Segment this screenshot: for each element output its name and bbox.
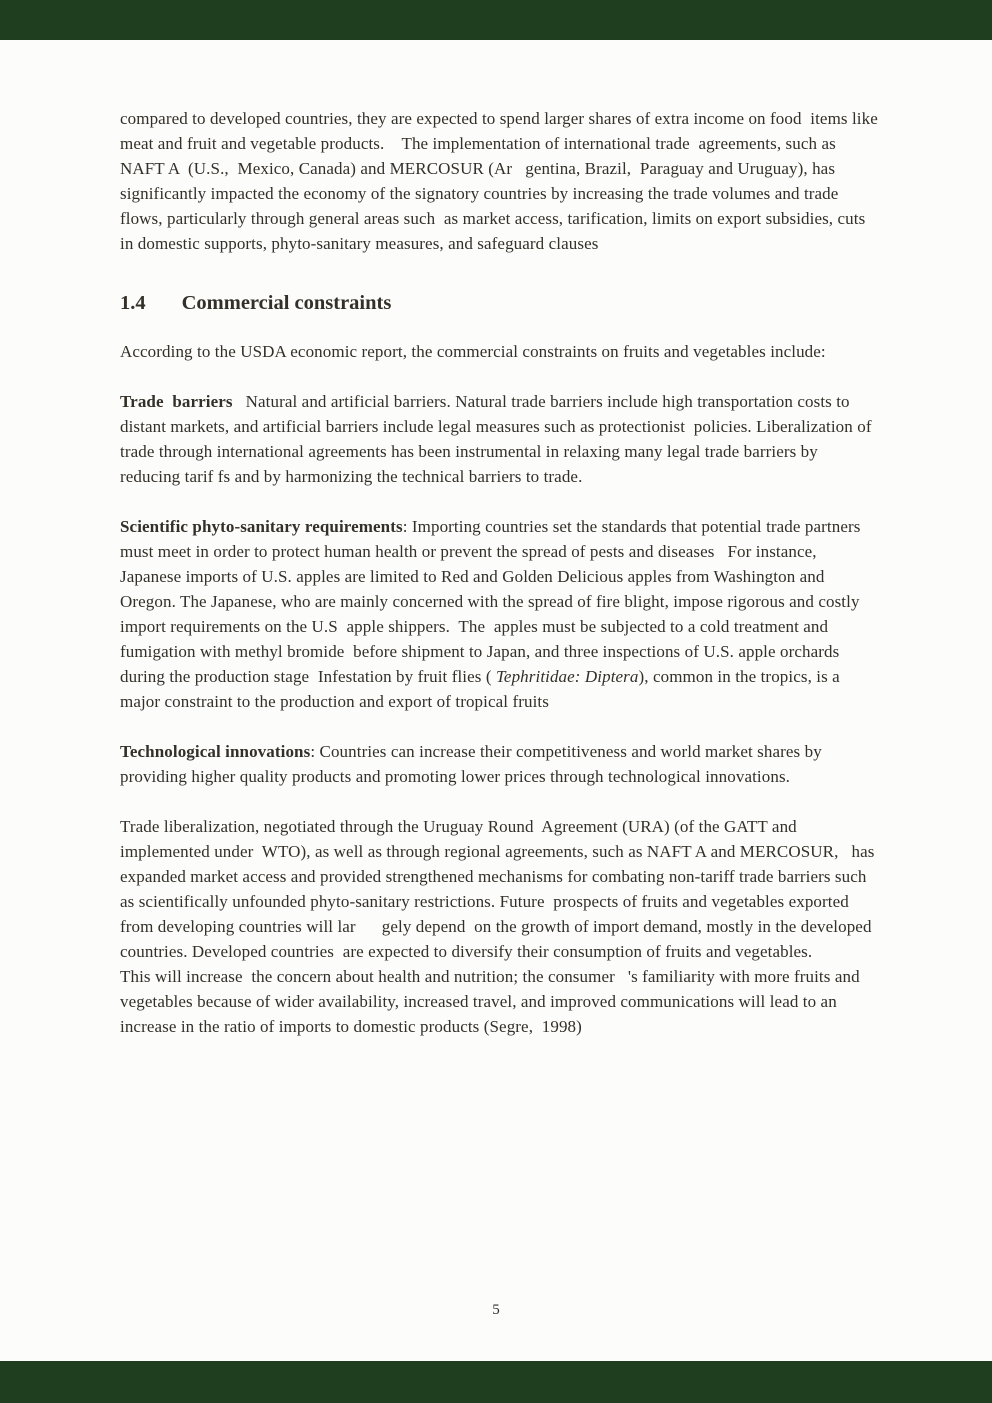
page-content <box>120 106 883 1064</box>
paragraph-according: According to the USDA economic report, the commercial constraints on fruits and vegetables include: <box>120 342 826 361</box>
trade-barriers-lead: Trade barriers <box>120 392 233 411</box>
phyto-sanitary-lead: Scientific phyto-sanitary requirements <box>120 517 403 536</box>
top-border-band <box>0 0 992 40</box>
section-heading <box>120 292 878 315</box>
bottom-border-band <box>0 1361 992 1403</box>
species-name-italic: Tephritidae: Diptera <box>495 667 639 686</box>
phyto-sanitary-body-part1: : Importing countries set the standards that potential trade partners must meet in order to protect human health or prevent the spread of pests and diseases For instance, Japanese imports of U.S. apples are limited to Red and Golden Delicious apples from Washington and Oregon. The Japanese, who are mainly concerned with the spread of fire blight, impose rigorous and costly import requirements on the U.S apple shippers. The apples must be subjected to a cold treatment and fumigation with methyl bromide before shipment to Japan, and three inspections of U.S. apple orchards during the production stage Infestation by fruit flies ( <box>120 517 865 686</box>
technological-body: : Countries can increase their competitiveness and world market shares by providing higher quality products and promoting lower prices through technological innovations. <box>120 742 827 786</box>
section-number: 1.4 <box>120 292 146 314</box>
paragraph-continuation: compared to developed countries, they are expected to spend larger shares of extra income on food items like meat and fruit and vegetable products. The implementation of international trade agreements, such as NAFT A (U.S., Mexico, Canada) and MERCOSUR (Ar gentina, Brazil, Paraguay and Uruguay), has significantly impacted the economy of the signatory countries by increasing the trade volumes and trade flows, particularly through general areas such as market access, tarification, limits on export subsidies, cuts in domestic supports, phyto-sanitary measures, and safeguard clauses <box>120 109 883 253</box>
section-title: Commercial constraints <box>181 292 392 314</box>
paragraph-technological <box>120 739 878 789</box>
page-number: 5 <box>492 1302 500 1318</box>
paragraph-trade-barriers <box>120 389 878 489</box>
trade-barriers-body: Natural and artificial barriers. Natural trade barriers include high transportation costs to distant markets, and artificial barriers include legal measures such as protectionist policies. Liberalization of trade through international agreements has been instrumental in relaxing many legal trade barriers by reducing tarif fs and by harmonizing the technical barriers to trade. <box>120 392 876 486</box>
technological-lead: Technological innovations <box>120 742 311 761</box>
phyto-sanitary-body-part2: ), common in the tropics, is a major constraint to the production and export of tropical fruits <box>120 667 845 711</box>
paragraph-phyto-sanitary <box>120 514 878 714</box>
paragraph-trade-liberalization: Trade liberalization, negotiated through the Uruguay Round Agreement (URA) (of the GATT and implemented under WTO), as well as through regional agreements, such as NAFT A and MERCOSUR, has expanded market access and provided strengthened mechanisms for combating non-tariff trade barriers such as scientifically unfounded phyto-sanitary restrictions. Future prospects of fruits and vegetables exported from developing countries will lar gely depend on the growth of import demand, mostly in the developed countries. Developed countries are expected to diversify their consumption of fruits and vegetables. This will increase the concern about health and nutrition; the consumer 's familiarity with more fruits and vegetables because of wider availability, increased travel, and improved communications will lead to an increase in the ratio of imports to domestic products (Segre, 1998) <box>120 817 879 1036</box>
